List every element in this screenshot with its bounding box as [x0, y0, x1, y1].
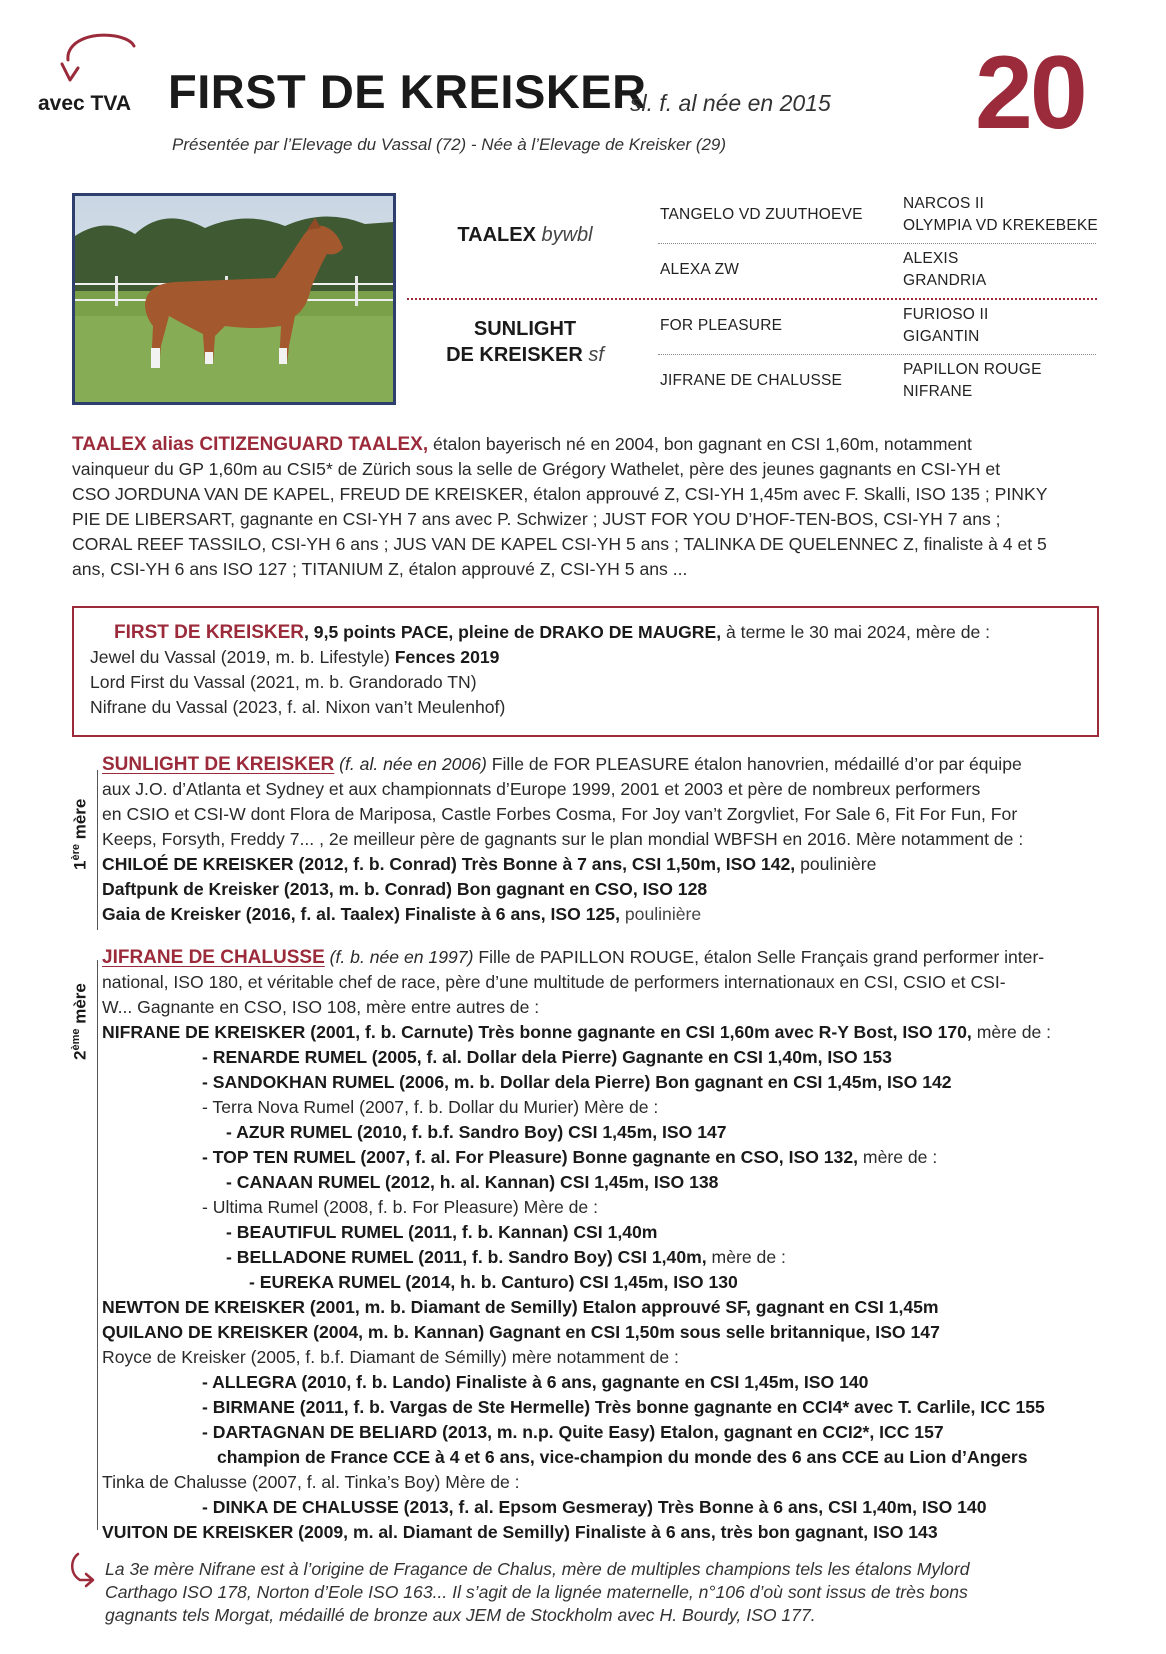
- text-line: en CSIO et CSI-W dont Flora de Mariposa, Castle Forbes Cosma, For Joy van’t Zorgvliet, For Sale 6, Fit For Fun, For: [102, 804, 1018, 824]
- footnote-line: Carthago ISO 178, Norton d’Eole ISO 163... Il s’agit de la lignée maternelle, n°106 d’où sont issus de très bons: [105, 1582, 968, 1602]
- text-line: aux J.O. d’Atlanta et Sydney et aux championnats d’Europe 1999, 2001 et 2003 et père de nombreux performers: [102, 779, 981, 799]
- progeny-bold: - SANDOKHAN RUMEL (2006, m. b. Dollar dela Pierre) Bon gagnant en CSI 1,45m, ISO 142: [202, 1072, 952, 1092]
- granddam-2: JIFRANE DE CHALUSSE: [660, 372, 843, 389]
- dam-name-line2: DE KREISKER: [446, 344, 583, 366]
- box-line-4: Nifrane du Vassal (2023, f. al. Nixon van’t Meulenhof): [90, 697, 506, 717]
- box-text: à terme le 30 mai 2024, mère de :: [721, 622, 991, 642]
- text-line: mère de :: [858, 1147, 938, 1167]
- grandsire-1: TANGELO VD ZUUTHOEVE: [660, 206, 863, 223]
- lot-number: 20: [975, 35, 1085, 151]
- text-italic: (f. b. née en 1997): [329, 947, 474, 967]
- text-line: ans, CSI-YH 6 ans ISO 127 ; TITANIUM Z, étalon approuvé Z, CSI-YH 5 ans ...: [72, 559, 688, 579]
- section-bar: [97, 770, 98, 930]
- return-arrow-icon: [68, 1552, 96, 1588]
- progeny-bold: - ALLEGRA (2010, f. b. Lando) Finaliste à 6 ans, gagnante en CSI 1,45m, ISO 140: [202, 1372, 869, 1392]
- first-dam-label: 1ère mère: [70, 798, 90, 870]
- text-line: - Ultima Rumel (2008, f. b. For Pleasure) Mère de :: [202, 1197, 598, 1217]
- dam-breed: sf: [588, 344, 604, 366]
- pedigree-divider: [658, 243, 1096, 244]
- text-line: mère de :: [706, 1247, 786, 1267]
- second-dam-section: [102, 945, 1051, 1545]
- progeny-bold: - RENARDE RUMEL (2005, f. al. Dollar dela Pierre) Gagnante en CSI 1,40m, ISO 153: [202, 1047, 892, 1067]
- curved-arrow-icon: [60, 30, 140, 86]
- first-dam-name: SUNLIGHT DE KREISKER: [102, 754, 335, 775]
- text-line: poulinière: [619, 904, 702, 924]
- horse-name-title: FIRST DE KREISKER: [168, 65, 647, 118]
- text-line: Tinka de Chalusse (2007, f. al. Tinka’s Boy) Mère de :: [102, 1472, 520, 1492]
- progeny-bold: - BEAUTIFUL RUMEL (2011, f. b. Kannan) CSI 1,40m: [226, 1222, 658, 1242]
- text-line: étalon bayerisch né en 2004, bon gagnant en CSI 1,60m, notamment: [433, 434, 972, 454]
- footnote-line: gagnants tels Morgat, médaillé de bronze aux JEM de Stockholm avec H. Bourdy, ISO 177.: [105, 1605, 816, 1625]
- presented-by: Présentée par l’Elevage du Vassal (72) - Née à l’Elevage de Kreisker (29): [172, 135, 727, 154]
- second-dam-name: JIFRANE DE CHALUSSE: [102, 947, 325, 968]
- pedigree-dam: [420, 316, 630, 368]
- progeny-bold: QUILANO DE KREISKER (2004, m. b. Kannan) Gagnant en CSI 1,50m sous selle britannique, ISO 147: [102, 1322, 940, 1342]
- sire-breed: bywbl: [541, 224, 593, 246]
- great-grandparent-2a: ALEXIS: [903, 250, 959, 267]
- box-horse-name: FIRST DE KREISKER: [114, 622, 305, 643]
- great-grandparent-4b: NIFRANE: [903, 383, 973, 400]
- great-grandparent-2b: GRANDRIA: [903, 272, 987, 289]
- text-line: Royce de Kreisker (2005, f. b.f. Diamant de Sémilly) mère notamment de :: [102, 1347, 679, 1367]
- first-dam-section: [102, 752, 1023, 927]
- pedigree-sire: [420, 224, 630, 247]
- vat-label: avec TVA: [38, 92, 131, 115]
- progeny-bold: champion de France CCE à 4 et 6 ans, vice-champion du monde des 6 ans CCE au Lion d’Angers: [217, 1447, 1028, 1467]
- second-dam-label: 2ème mère: [70, 983, 90, 1060]
- text-line: vainqueur du GP 1,60m au CSI5* de Zürich sous la selle de Grégory Wathelet, père des jeunes gagnants en CSI-YH et: [72, 459, 1001, 479]
- text-line: W... Gagnante en CSO, ISO 108, mère entre autres de :: [102, 997, 540, 1017]
- great-grandparent-1a: NARCOS II: [903, 195, 985, 212]
- text-italic: (f. al. née en 2006): [339, 754, 487, 774]
- progeny-bold: - DARTAGNAN DE BELIARD (2013, m. n.p. Quite Easy) Etalon, gagnant en CCI2*, ICC 157: [202, 1422, 944, 1442]
- sire-description: [72, 432, 1102, 582]
- great-grandparent-1b: OLYMPIA VD KREKEBEKE: [903, 217, 1098, 234]
- great-grandparent-4a: PAPILLON ROUGE: [903, 361, 1042, 378]
- horse-photo: [72, 193, 396, 405]
- dam-name-line1: SUNLIGHT: [473, 318, 577, 340]
- progeny-bold: Daftpunk de Kreisker (2013, m. b. Conrad) Bon gagnant en CSO, ISO 128: [102, 879, 708, 899]
- text-line: Fille de FOR PLEASURE étalon hanovrien, médaillé d’or par équipe: [486, 754, 1022, 774]
- box-text: Jewel du Vassal (2019, m. b. Lifestyle): [90, 647, 395, 667]
- lot-info-box: [72, 606, 1099, 737]
- box-line-2: [90, 645, 499, 670]
- sire-heading: TAALEX alias CITIZENGUARD TAALEX,: [72, 434, 429, 455]
- progeny-bold: - BELLADONE RUMEL (2011, f. b. Sandro Boy) CSI 1,40m,: [226, 1247, 707, 1267]
- box-bold-text: , 9,5 points PACE, pleine de DRAKO DE MAUGRE,: [304, 622, 722, 642]
- progeny-bold: - CANAAN RUMEL (2012, h. al. Kannan) CSI 1,45m, ISO 138: [226, 1172, 719, 1192]
- progeny-bold: NIFRANE DE KREISKER (2001, f. b. Carnute) Très bonne gagnante en CSI 1,60m avec R-Y Bost, ISO 170,: [102, 1022, 972, 1042]
- progeny-bold: - EUREKA RUMEL (2014, h. b. Canturo) CSI 1,45m, ISO 130: [249, 1272, 738, 1292]
- text-line: Keeps, Forsyth, Freddy 7... , 2e meilleur père de gagnants sur le plan mondial WBFSH en 2016. Mère notamment de :: [102, 829, 1024, 849]
- sire-name: TAALEX: [457, 224, 536, 246]
- section-bar: [97, 960, 98, 1530]
- progeny-bold: - TOP TEN RUMEL (2007, f. al. For Pleasure) Bonne gagnante en CSO, ISO 132,: [202, 1147, 859, 1167]
- footnote: [105, 1558, 1100, 1627]
- text-line: CSO JORDUNA VAN DE KAPEL, FREUD DE KREISKER, étalon approuvé Z, CSI-YH 1,45m avec F. Skalli, ISO 135 ; PINKY: [72, 484, 1048, 504]
- box-line-1: [114, 620, 990, 645]
- great-grandparent-3b: GIGANTIN: [903, 328, 980, 345]
- text-line: mère de :: [971, 1022, 1052, 1042]
- progeny-bold: VUITON DE KREISKER (2009, m. al. Diamant de Semilly) Finaliste à 6 ans, très bon gagnant, ISO 143: [102, 1522, 938, 1542]
- progeny-bold: - DINKA DE CHALUSSE (2013, f. al. Epsom Gesmeray) Très Bonne à 6 ans, CSI 1,40m, ISO 140: [202, 1497, 987, 1517]
- grandsire-2: FOR PLEASURE: [660, 317, 783, 334]
- text-line: PIE DE LIBERSART, gagnante en CSI-YH 7 ans avec P. Schwizer ; JUST FOR YOU D’HOF-TEN-BOS, CSI-YH 7 ans ;: [72, 509, 1001, 529]
- text-line: national, ISO 180, et véritable chef de race, père d’une multitude de performers internationaux en CSI, CSIO et CSI-: [102, 972, 1006, 992]
- pedigree-divider-main: [407, 298, 1097, 300]
- text-line: Fille de PAPILLON ROUGE, étalon Selle Français grand performer inter-: [473, 947, 1045, 967]
- footnote-line: La 3e mère Nifrane est à l’origine de Fragance de Chalus, mère de multiples champions tels les étalons Mylord: [105, 1559, 970, 1579]
- progeny-bold: NEWTON DE KREISKER (2001, m. b. Diamant de Semilly) Etalon approuvé SF, gagnant en CSI 1,45m: [102, 1297, 939, 1317]
- progeny-bold: - BIRMANE (2011, f. b. Vargas de Ste Hermelle) Très bonne gagnante en CCI4* avec T. Carlile, ICC 155: [202, 1397, 1045, 1417]
- pedigree-divider: [658, 354, 1096, 355]
- progeny-bold: Gaia de Kreisker (2016, f. al. Taalex) Finaliste à 6 ans, ISO 125,: [102, 904, 620, 924]
- progeny-bold: CHILOÉ DE KREISKER (2012, f. b. Conrad) Très Bonne à 7 ans, CSI 1,50m, ISO 142,: [102, 854, 796, 874]
- text-line: poulinière: [795, 854, 877, 874]
- great-grandparent-3a: FURIOSO II: [903, 306, 989, 323]
- text-line: CORAL REEF TASSILO, CSI-YH 6 ans ; JUS VAN DE KAPEL CSI-YH 5 ans ; TALINKA DE QUELENNEC Z, finaliste à 4 et 5: [72, 534, 1047, 554]
- box-line-3: Lord First du Vassal (2021, m. b. Grandorado TN): [90, 672, 477, 692]
- text-line: - Terra Nova Rumel (2007, f. b. Dollar du Murier) Mère de :: [202, 1097, 659, 1117]
- horse-subtitle: sl. f. al née en 2015: [630, 90, 831, 116]
- granddam-1: ALEXA ZW: [660, 261, 740, 278]
- progeny-bold: - AZUR RUMEL (2010, f. b.f. Sandro Boy) CSI 1,45m, ISO 147: [226, 1122, 727, 1142]
- box-bold-text: Fences 2019: [394, 647, 500, 667]
